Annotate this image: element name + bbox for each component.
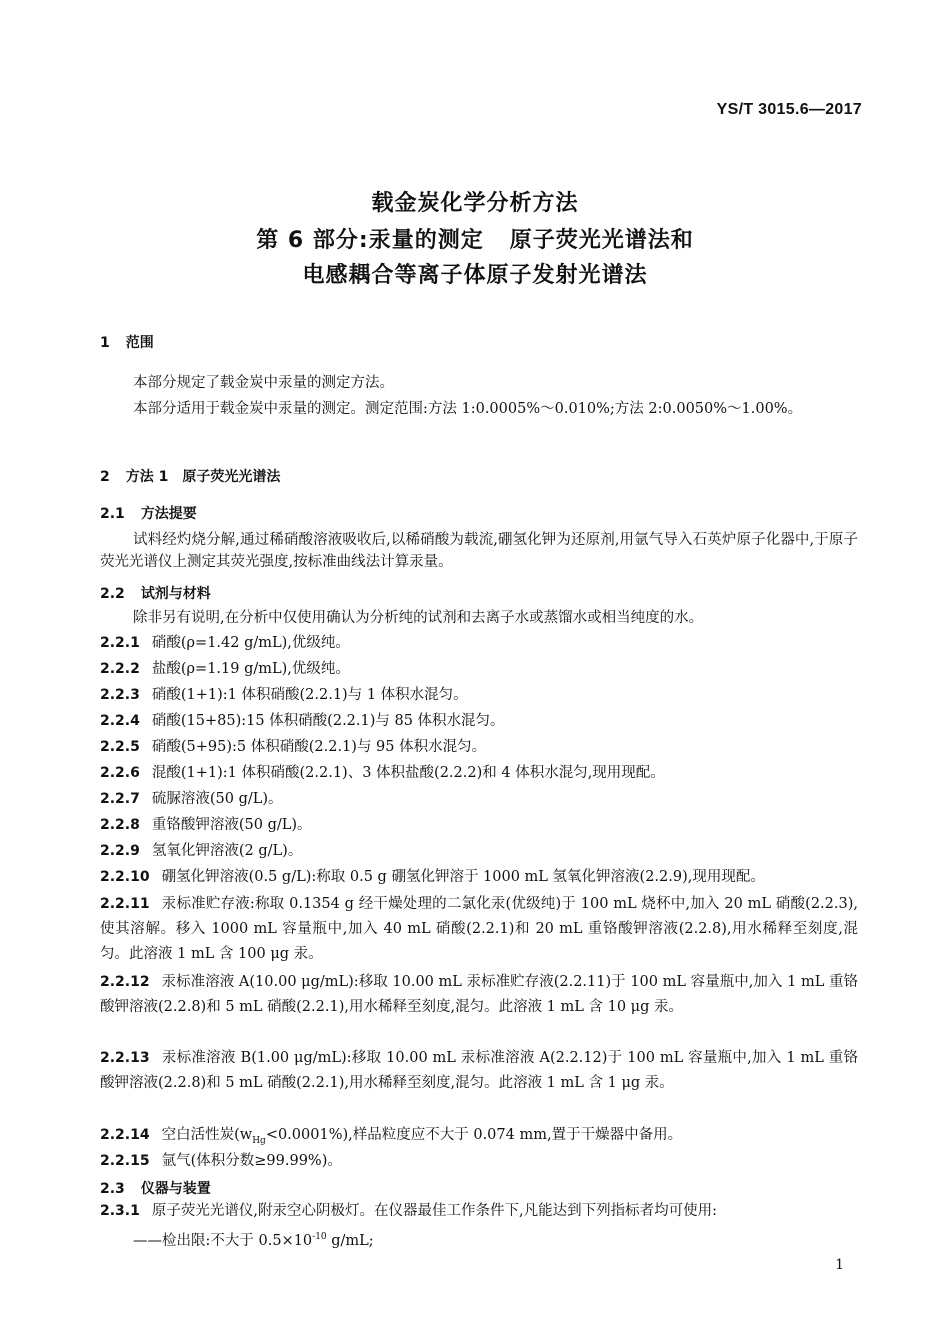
item-2-2-2: 2.2.2 盐酸(ρ=1.19 g/mL),优级纯。 [100,661,350,677]
item-2-2-11: 2.2.11 汞标准贮存液:称取 0.1354 g 经干燥处理的二氯化汞(优级纯)于 100 mL 烧杯中,加入 20 mL 硝酸(2.2.3),使其溶解。移入 1000 mL 容量瓶中,加入 40 mL 硝酸(2.2.1)和 20 mL 重铬酸钾溶液(2.2.8),用水稀释至刻度,混匀。此溶液 1 mL 含 100 μg 汞。 [100,896,858,962]
standard-code: YS/T 3015.6—2017 [716,101,862,118]
item-2-2-13: 2.2.13 汞标准溶液 B(1.00 μg/mL):移取 10.00 mL 汞标准溶液 A(2.2.12)于 100 mL 容量瓶中,加入 1 mL 重铬酸钾溶液(2.2.8)和 5 mL 硝酸(2.2.1),用水稀释至刻度,混匀。此溶液 1 mL 含 1 μg 汞。 [100,1050,858,1091]
section-1-paragraph-2: 本部分适用于载金炭中汞量的测定。测定范围:方法 1:0.0005%～0.010%;方法 2:0.0050%～1.00%。 [133,401,803,417]
item-2-2-5: 2.2.5 硝酸(5+95):5 体积硝酸(2.2.1)与 95 体积水混匀。 [100,739,487,755]
section-2-2-heading: 2.2 试剂与材料 [100,586,211,602]
document-title-line-2 [0,223,950,254]
detection-limit-item: ——检出限:不大于 $0.5\times 10^{-10}$ g/mL; [133,1232,374,1249]
item-2-2-1: 2.2.1 硝酸(ρ=1.42 g/mL),优级纯。 [100,635,350,651]
item-2-2-14: 2.2.14 空白活性炭$(w_{Hg}<0.0001\%)$,样品粒度应不大于 0.074 mm,置于干燥器中备用。 [100,1127,683,1146]
document-title-line-2b: 原子荧光光谱法和 [509,228,694,253]
item-2-2-7: 2.2.7 硫脲溶液(50 g/L)。 [100,791,283,807]
section-1-heading: 1 范围 [100,335,154,351]
item-2-2-6: 2.2.6 混酸(1+1):1 体积硝酸(2.2.1)、3 体积盐酸(2.2.2)和 4 体积水混匀,现用现配。 [100,765,665,781]
section-1-paragraph-1: 本部分规定了载金炭中汞量的测定方法。 [133,375,394,391]
document-title-line-3: 电感耦合等离子体原子发射光谱法 [302,263,648,288]
section-2-1-paragraph: 试料经灼烧分解,通过稀硝酸溶液吸收后,以稀硝酸为载流,硼氢化钾为还原剂,用氩气导入石英炉原子化器中,于原子荧光光谱仪上测定其荧光强度,按标准曲线法计算汞量。 [100,532,858,570]
item-2-2-12: 2.2.12 汞标准溶液 A(10.00 μg/mL):移取 10.00 mL 汞标准贮存液(2.2.11)于 100 mL 容量瓶中,加入 1 mL 重铬酸钾溶液(2.2.8)和 5 mL 硝酸(2.2.1),用水稀释至刻度,混匀。此溶液 1 mL 含 10 μg 汞。 [100,974,858,1015]
section-2-heading: 2 方法 1 原子荧光光谱法 [100,469,281,485]
page-number: 1 [835,1257,844,1273]
document-title-line-1: 载金炭化学分析方法 [371,191,579,216]
item-2-2-3: 2.2.3 硝酸(1+1):1 体积硝酸(2.2.1)与 1 体积水混匀。 [100,687,468,703]
item-2-3-1: 2.3.1 原子荧光光谱仪,附汞空心阴极灯。在仪器最佳工作条件下,凡能达到下列指标者均可使用: [100,1203,717,1219]
section-2-1-heading: 2.1 方法提要 [100,506,197,522]
item-2-2-8: 2.2.8 重铬酸钾溶液(50 g/L)。 [100,817,312,833]
item-2-2-10: 2.2.10 硼氢化钾溶液(0.5 g/L):称取 0.5 g 硼氢化钾溶于 1000 mL 氢氧化钾溶液(2.2.9),现用现配。 [100,869,765,885]
document-title-line-2a: 第 6 部分:汞量的测定 [256,228,484,253]
section-2-2-paragraph: 除非另有说明,在分析中仅使用确认为分析纯的试剂和去离子水或蒸馏水或相当纯度的水。 [133,610,704,626]
item-2-2-4: 2.2.4 硝酸(15+85):15 体积硝酸(2.2.1)与 85 体积水混匀。 [100,713,505,729]
item-2-2-15: 2.2.15 氩气(体积分数≥99.99%)。 [100,1153,342,1169]
item-2-2-9: 2.2.9 氢氧化钾溶液(2 g/L)。 [100,843,303,859]
section-2-3-heading: 2.3 仪器与装置 [100,1181,211,1197]
